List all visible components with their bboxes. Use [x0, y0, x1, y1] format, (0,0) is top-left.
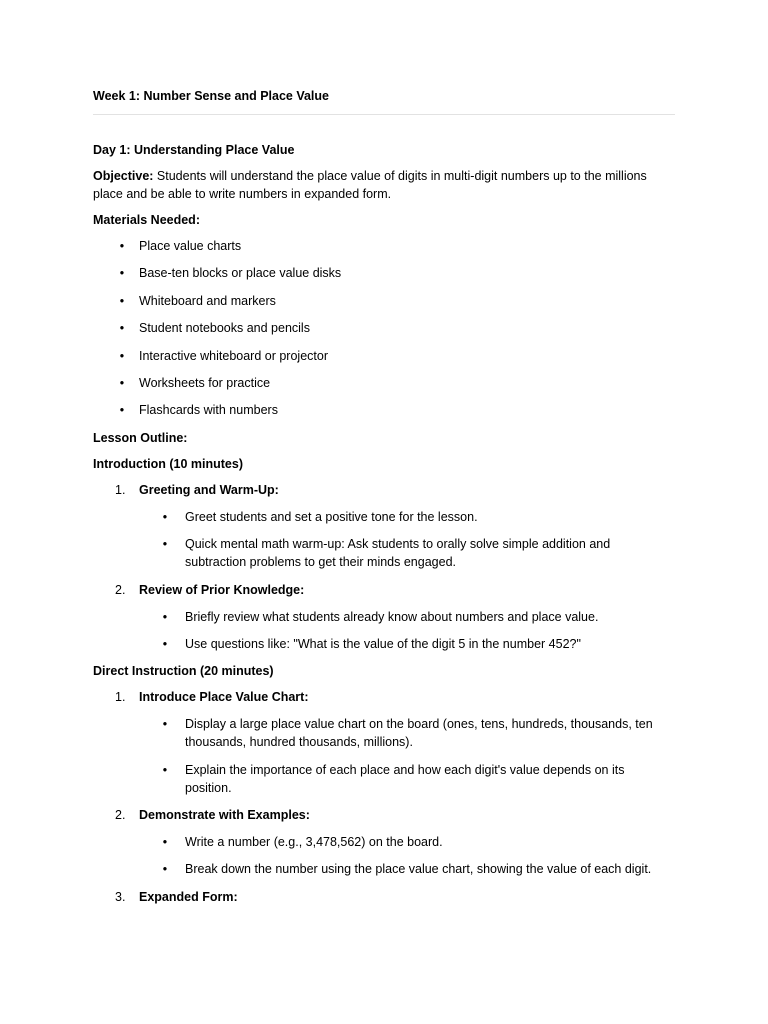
list-item: [93, 508, 674, 526]
list-item: [93, 608, 674, 626]
step-number: 1.: [115, 482, 126, 497]
material-item-text: Worksheets for practice: [139, 375, 271, 390]
list-item: [93, 860, 674, 878]
bullet-icon: •: [162, 862, 168, 877]
list-item: [93, 401, 674, 419]
step-bullets: [93, 508, 674, 571]
bullet-icon: •: [119, 403, 125, 418]
bullet-text: Explain the importance of each place and how each digit's value depends on its position.: [185, 762, 625, 795]
bullet-icon: •: [162, 717, 168, 732]
introduction-steps: [93, 481, 674, 653]
step-heading: [93, 806, 674, 824]
step-item: [93, 481, 674, 571]
step-bullets: [93, 833, 674, 878]
step-number: 3.: [115, 889, 126, 904]
step-title: Greeting and Warm-Up:: [139, 482, 279, 497]
list-item: [93, 535, 674, 571]
bullet-icon: •: [162, 609, 168, 624]
list-item: [93, 374, 674, 392]
step-heading: [93, 481, 674, 499]
step-bullets: [93, 608, 674, 653]
step-number: 2.: [115, 582, 126, 597]
step-title: Demonstrate with Examples:: [139, 808, 310, 823]
step-item: [93, 581, 674, 653]
step-number: 2.: [115, 808, 126, 823]
bullet-icon: •: [119, 239, 125, 253]
list-item: [93, 761, 674, 797]
week-title: Week 1: Number Sense and Place Value: [93, 89, 329, 103]
bullet-icon: •: [162, 636, 168, 651]
direct-instruction-steps: [93, 688, 674, 906]
step-item: [93, 888, 674, 906]
material-item-text: Student notebooks and pencils: [139, 321, 310, 336]
step-bullets: [93, 715, 674, 796]
bullet-icon: •: [119, 375, 125, 390]
direct-instruction-heading: Direct Instruction (20 minutes): [93, 664, 274, 679]
lesson-outline-heading: Lesson Outline:: [93, 430, 188, 445]
list-item: [93, 292, 674, 310]
bullet-icon: •: [119, 321, 125, 336]
material-item-text: Interactive whiteboard or projector: [139, 348, 328, 363]
bullet-text: Briefly review what students already know about numbers and place value.: [185, 609, 599, 624]
bullet-text: Break down the number using the place value chart, showing the value of each digit.: [185, 862, 652, 877]
step-item: [93, 688, 674, 796]
materials-list: [93, 237, 674, 419]
bullet-icon: •: [162, 762, 168, 777]
bullet-icon: •: [162, 537, 168, 552]
bullet-icon: •: [119, 293, 125, 308]
list-item: [93, 715, 674, 751]
material-item-text: Whiteboard and markers: [139, 293, 276, 308]
bullet-text: Greet students and set a positive tone for the lesson.: [185, 509, 478, 524]
material-item-text: Base-ten blocks or place value disks: [139, 266, 342, 281]
objective-paragraph: [93, 167, 674, 203]
bullet-text: Quick mental math warm-up: Ask students to orally solve simple addition and subtraction problems to get their minds engaged.: [185, 537, 611, 570]
bullet-icon: •: [119, 348, 125, 363]
introduction-heading: Introduction (10 minutes): [93, 456, 243, 471]
step-title: Introduce Place Value Chart:: [139, 690, 309, 705]
step-item: [93, 806, 674, 878]
step-title: Expanded Form:: [139, 889, 238, 904]
bullet-text: Display a large place value chart on the board (ones, tens, hundreds, thousands, ten thousands, hundred thousands, millions).: [185, 717, 653, 750]
objective-text: Students will understand the place value of digits in multi-digit numbers up to the millions place and be able to write numbers in expanded form.: [93, 169, 647, 201]
title-divider: [93, 114, 675, 115]
step-title: Review of Prior Knowledge:: [139, 582, 305, 597]
step-heading: [93, 581, 674, 599]
list-item: [93, 264, 674, 282]
bullet-text: Use questions like: "What is the value of the digit 5 in the number 452?": [185, 636, 581, 651]
bullet-icon: •: [162, 509, 168, 524]
list-item: [93, 833, 674, 851]
day-title: Day 1: Understanding Place Value: [93, 143, 295, 157]
list-item: [93, 237, 674, 255]
bullet-text: Write a number (e.g., 3,478,562) on the board.: [185, 835, 443, 850]
material-item-text: Flashcards with numbers: [139, 403, 278, 418]
step-heading: [93, 688, 674, 706]
materials-heading: Materials Needed:: [93, 213, 200, 227]
step-heading: [93, 888, 674, 906]
bullet-icon: •: [162, 835, 168, 850]
objective-label: Objective:: [93, 169, 154, 183]
material-item-text: Place value charts: [139, 239, 242, 253]
bullet-icon: •: [119, 266, 125, 281]
list-item: [93, 635, 674, 653]
list-item: [93, 347, 674, 365]
list-item: [93, 319, 674, 337]
step-number: 1.: [115, 690, 126, 705]
